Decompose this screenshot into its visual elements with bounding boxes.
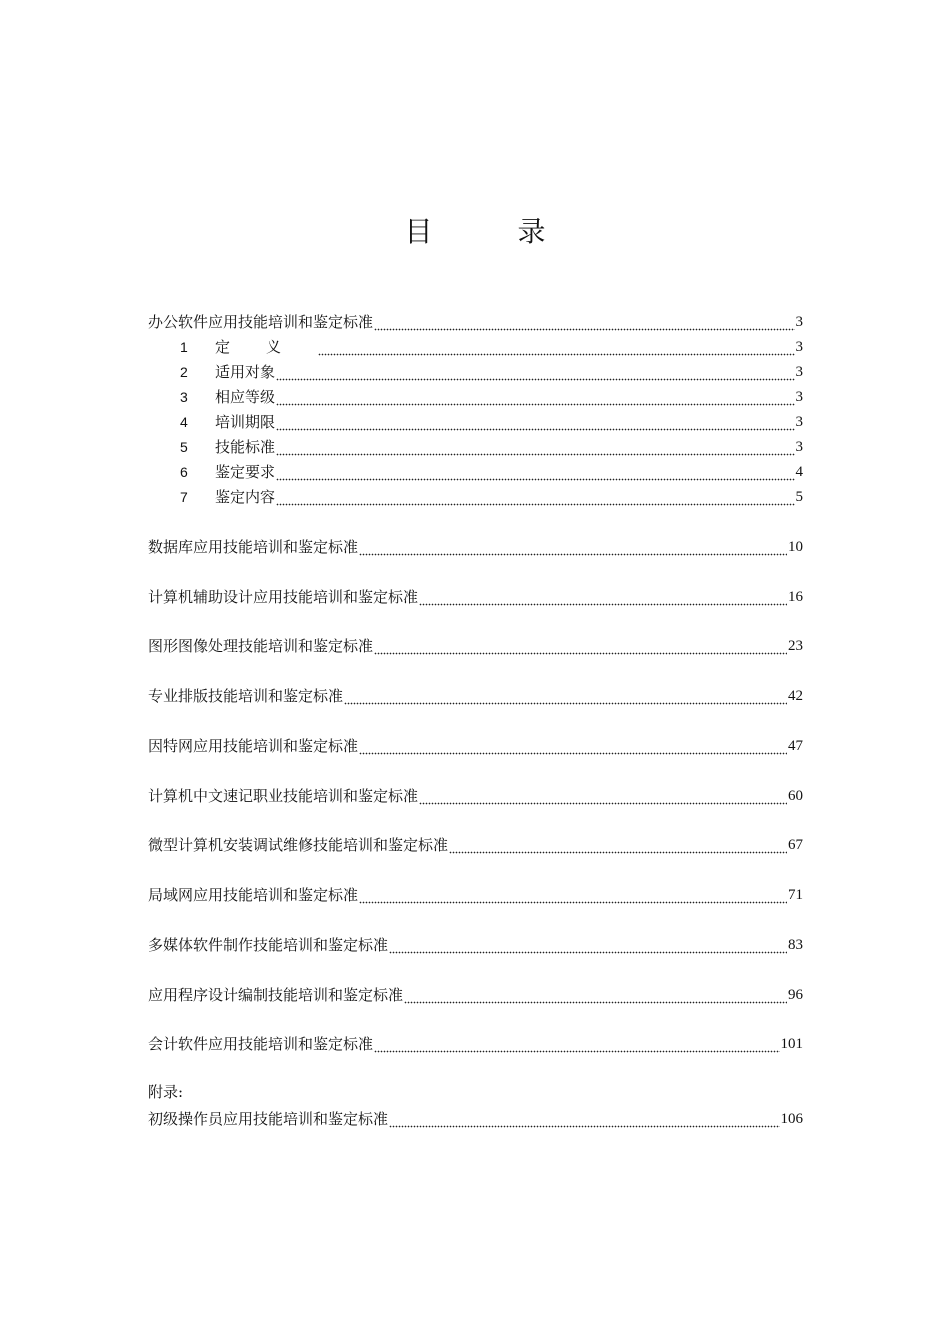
dot-leader xyxy=(419,786,787,806)
toc-subentry-number: 6 xyxy=(180,464,188,480)
toc-page-number: 71 xyxy=(788,887,803,903)
toc-entry-text: 微型计算机安装调试维修技能培训和鉴定标准 xyxy=(148,836,449,854)
toc-entry-text: 计算机中文速记职业技能培训和鉴定标准 xyxy=(148,787,419,805)
toc-subentry-text: 定义 xyxy=(215,338,318,356)
toc-page-number: 3 xyxy=(795,339,803,355)
toc-subentry-text: 适用对象 xyxy=(215,363,276,381)
toc-subentry-number: 2 xyxy=(180,364,188,380)
dot-leader xyxy=(276,462,794,482)
toc-page-number: 16 xyxy=(788,589,803,605)
toc-page-number: 83 xyxy=(788,937,803,953)
toc-subentry-number: 5 xyxy=(180,439,188,455)
toc-subentry-number: 7 xyxy=(180,489,188,505)
dot-leader xyxy=(318,337,794,357)
dot-leader xyxy=(404,985,787,1005)
toc-page-number: 60 xyxy=(788,788,803,804)
toc-subentry-number: 1 xyxy=(180,339,188,355)
dot-leader xyxy=(389,935,787,955)
appendix-label: 附录: xyxy=(148,1083,184,1101)
toc-subentry-text: 培训期限 xyxy=(215,413,276,431)
toc-title: 目 录 xyxy=(404,215,584,248)
dot-leader xyxy=(359,885,787,905)
toc-entry xyxy=(148,933,803,955)
toc-page-number: 3 xyxy=(795,364,803,380)
dot-leader xyxy=(374,636,787,656)
toc-entry-text: 应用程序设计编制技能培训和鉴定标准 xyxy=(148,986,404,1004)
toc-entry-text: 初级操作员应用技能培训和鉴定标准 xyxy=(148,1110,389,1128)
toc-subentry xyxy=(180,410,803,432)
toc-entry xyxy=(148,684,803,706)
toc-entry-text: 数据库应用技能培训和鉴定标准 xyxy=(148,538,359,556)
toc-subentry xyxy=(180,335,803,357)
toc-entry xyxy=(148,535,803,557)
dot-leader xyxy=(359,736,787,756)
toc-page-number: 3 xyxy=(795,439,803,455)
toc-page-number: 96 xyxy=(788,987,803,1003)
toc-entry xyxy=(148,310,803,332)
toc-entry-text: 因特网应用技能培训和鉴定标准 xyxy=(148,737,359,755)
dot-leader xyxy=(276,437,794,457)
toc-subentry xyxy=(180,485,803,507)
toc-entry xyxy=(148,883,803,905)
dot-leader xyxy=(276,412,794,432)
dot-leader xyxy=(449,835,787,855)
toc-page-number: 42 xyxy=(788,688,803,704)
toc-entry-text: 会计软件应用技能培训和鉴定标准 xyxy=(148,1035,374,1053)
dot-leader xyxy=(276,362,794,382)
toc-page-number: 4 xyxy=(795,464,803,480)
dot-leader xyxy=(419,587,787,607)
toc-entry xyxy=(148,585,803,607)
toc-subentry xyxy=(180,435,803,457)
toc-page-number: 101 xyxy=(780,1036,803,1052)
dot-leader xyxy=(389,1109,779,1129)
dot-leader xyxy=(276,387,794,407)
toc-subentry-text: 鉴定要求 xyxy=(215,463,276,481)
toc-page-number: 10 xyxy=(788,539,803,555)
dot-leader xyxy=(374,312,794,332)
toc-entry-text: 多媒体软件制作技能培训和鉴定标准 xyxy=(148,936,389,954)
toc-page-number: 67 xyxy=(788,837,803,853)
toc-subentry-text: 技能标准 xyxy=(215,438,276,456)
toc-entry xyxy=(148,634,803,656)
toc-entry xyxy=(148,734,803,756)
toc-subentry xyxy=(180,460,803,482)
toc-subentry-number: 4 xyxy=(180,414,188,430)
toc-entry-text: 图形图像处理技能培训和鉴定标准 xyxy=(148,637,374,655)
toc-entry-text: 专业排版技能培训和鉴定标准 xyxy=(148,687,344,705)
toc-entry-text: 计算机辅助设计应用技能培训和鉴定标准 xyxy=(148,588,419,606)
toc-page-number: 106 xyxy=(780,1111,803,1127)
toc-entry xyxy=(148,1032,803,1054)
dot-leader xyxy=(344,686,787,706)
toc-subentry-text: 相应等级 xyxy=(215,388,276,406)
toc-entry-text: 局域网应用技能培训和鉴定标准 xyxy=(148,886,359,904)
toc-entry xyxy=(148,983,803,1005)
dot-leader xyxy=(276,487,794,507)
toc-page-number: 47 xyxy=(788,738,803,754)
toc-page-number: 3 xyxy=(795,389,803,405)
toc-page-number: 3 xyxy=(795,414,803,430)
toc-page-number: 5 xyxy=(795,489,803,505)
dot-leader xyxy=(359,537,787,557)
toc-subentry xyxy=(180,385,803,407)
toc-page-number: 23 xyxy=(788,638,803,654)
toc-entry xyxy=(148,833,803,855)
toc-appendix-entry xyxy=(148,1107,803,1129)
toc-subentry-text: 鉴定内容 xyxy=(215,488,276,506)
toc-entry-text: 办公软件应用技能培训和鉴定标准 xyxy=(148,313,374,331)
dot-leader xyxy=(374,1034,779,1054)
toc-subentry-number: 3 xyxy=(180,389,188,405)
toc-entry xyxy=(148,784,803,806)
toc-page-number: 3 xyxy=(795,314,803,330)
toc-subentry xyxy=(180,360,803,382)
